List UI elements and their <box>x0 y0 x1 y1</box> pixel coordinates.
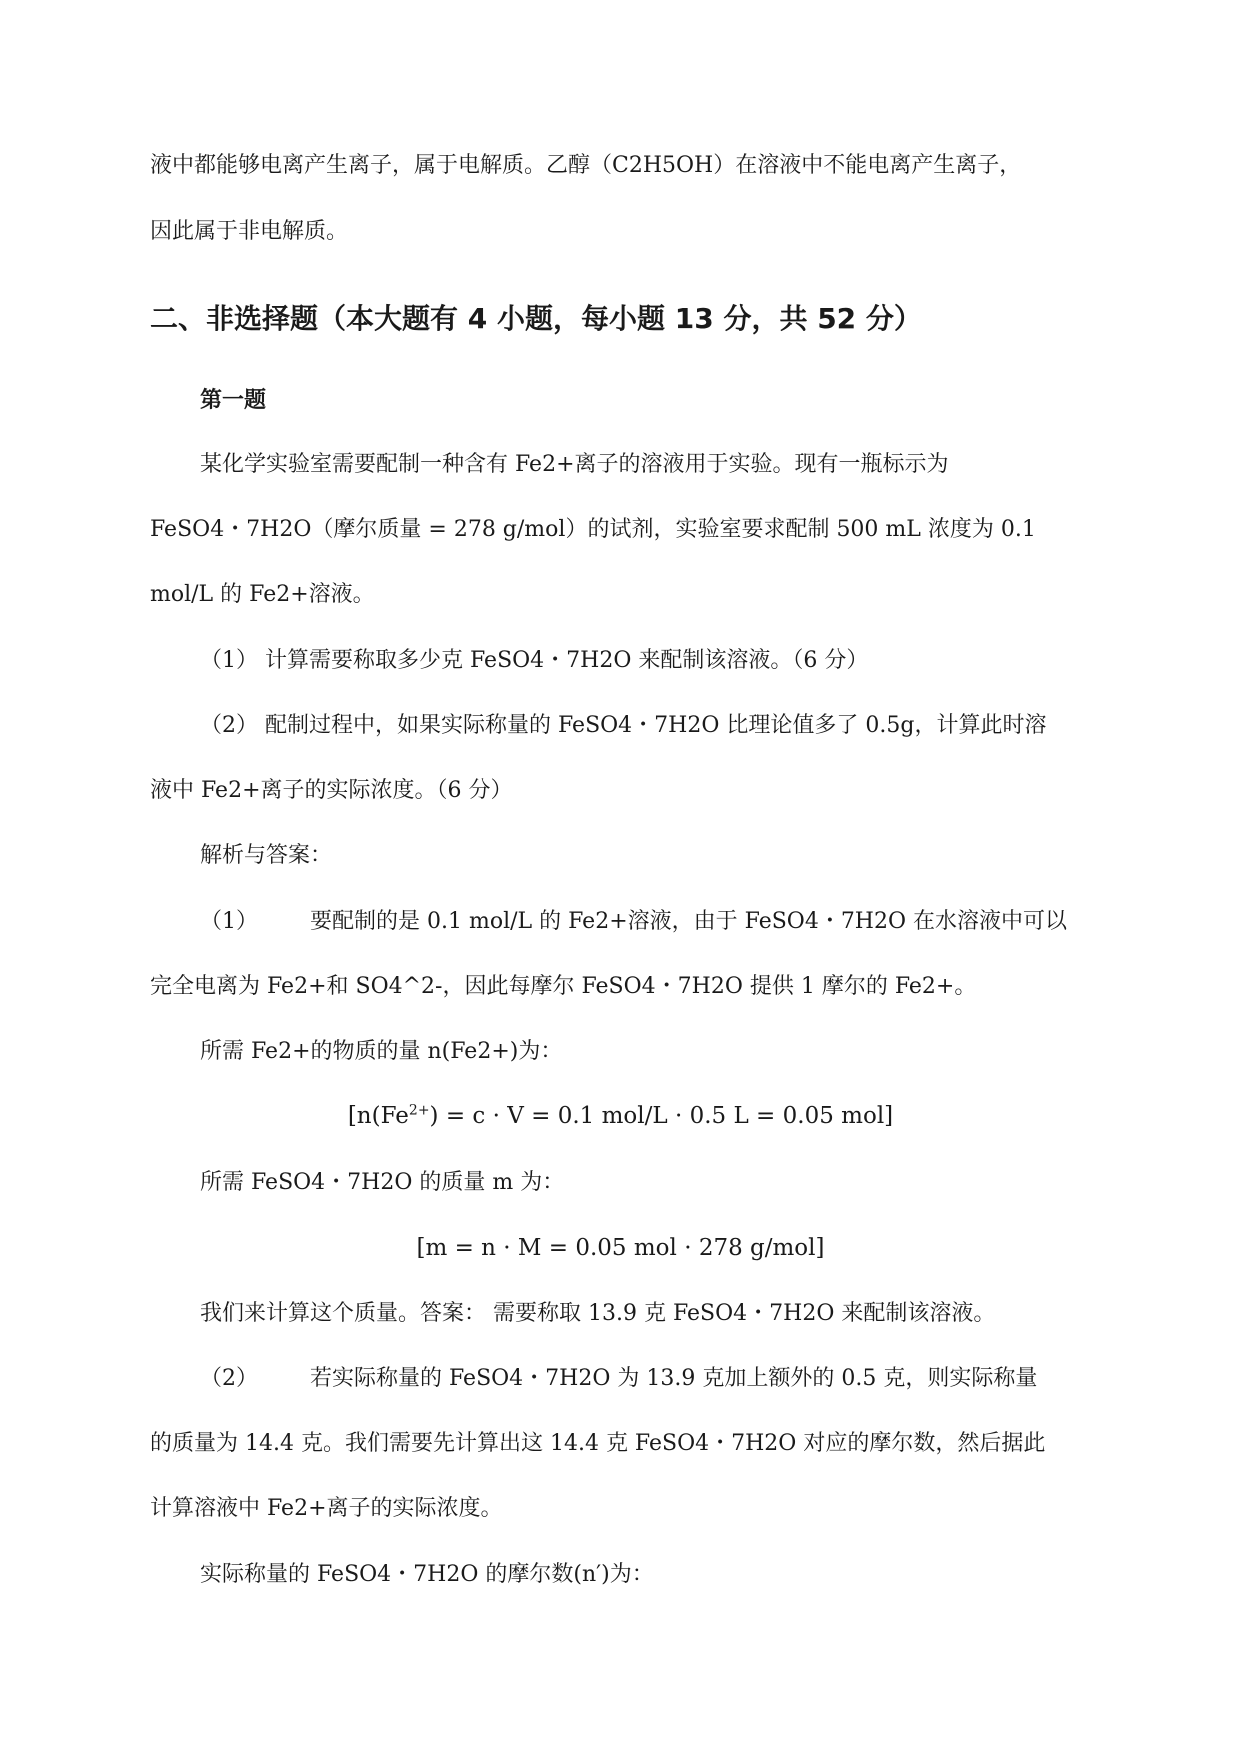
question-stem-line-1: 某化学实验室需要配制一种含有 Fe2+离子的溶液用于实验。现有一瓶标示为 <box>200 452 949 477</box>
question-stem-line-3: mol/L 的 Fe2+溶液。 <box>150 582 375 607</box>
question-part-1: （1） 计算需要称取多少克 FeSO4・7H2O 来配制该溶液。（6 分） <box>200 648 869 673</box>
solution-1-answer: 我们来计算这个质量。答案： 需要称取 13.9 克 FeSO4・7H2O 来配制该溶液。 <box>200 1301 996 1326</box>
solution-2-label: （2） <box>200 1366 258 1391</box>
solution-1-text: 要配制的是 0.1 mol/L 的 Fe2+溶液，由于 FeSO4・7H2O 在水溶液中可以 <box>310 909 1068 934</box>
solution-1-need-m: 所需 FeSO4・7H2O 的质量 m 为： <box>200 1170 565 1195</box>
question-part-2-line-1: （2） 配制过程中，如果实际称量的 FeSO4・7H2O 比理论值多了 0.5g，计算此时溶 <box>200 713 1047 738</box>
solution-2-line-3: 计算溶液中 Fe2+离子的实际浓度。 <box>150 1496 503 1521</box>
intro-line-2: 因此属于非电解质。 <box>150 219 349 244</box>
solution-2-line-1 <box>200 1364 1037 1394</box>
question-stem-line-2: FeSO4・7H2O（摩尔质量 = 278 g/mol）的试剂，实验室要求配制 500 mL 浓度为 0.1 <box>150 517 1036 542</box>
solution-1-line-1 <box>200 907 1067 937</box>
question-title: 第一题 <box>200 388 267 413</box>
formula-moles: [$n(Fe^{2+}) = c \cdot V = 0.1$ mol/L · 0.5 L = 0.05 mol] <box>347 1102 894 1129</box>
intro-line-1: 液中都能够电离产生离子，属于电解质。乙醇（C2H5OH）在溶液中不能电离产生离子， <box>150 153 1022 178</box>
solution-1-line-2: 完全电离为 Fe2+和 SO4^2-，因此每摩尔 FeSO4・7H2O 提供 1 摩尔的 Fe2+。 <box>150 974 977 999</box>
solution-1-need-n: 所需 Fe2+的物质的量 n(Fe2+)为： <box>200 1039 563 1064</box>
solution-title: 解析与答案： <box>200 843 333 868</box>
solution-2-line-2: 的质量为 14.4 克。我们需要先计算出这 14.4 克 FeSO4・7H2O 对应的摩尔数，然后据此 <box>150 1431 1046 1456</box>
formula-mass: [m = n · M = 0.05 mol · 278 g/mol] <box>416 1235 825 1261</box>
section-heading: 二、非选择题（本大题有 4 小题，每小题 13 分，共 52 分） <box>150 302 922 335</box>
solution-1-label: （1） <box>200 909 258 934</box>
solution-2-moles: 实际称量的 FeSO4・7H2O 的摩尔数(n′)为： <box>200 1562 654 1587</box>
question-part-2-line-2: 液中 Fe2+离子的实际浓度。（6 分） <box>150 778 513 803</box>
solution-2-text: 若实际称量的 FeSO4・7H2O 为 13.9 克加上额外的 0.5 克，则实际称量 <box>310 1366 1038 1391</box>
